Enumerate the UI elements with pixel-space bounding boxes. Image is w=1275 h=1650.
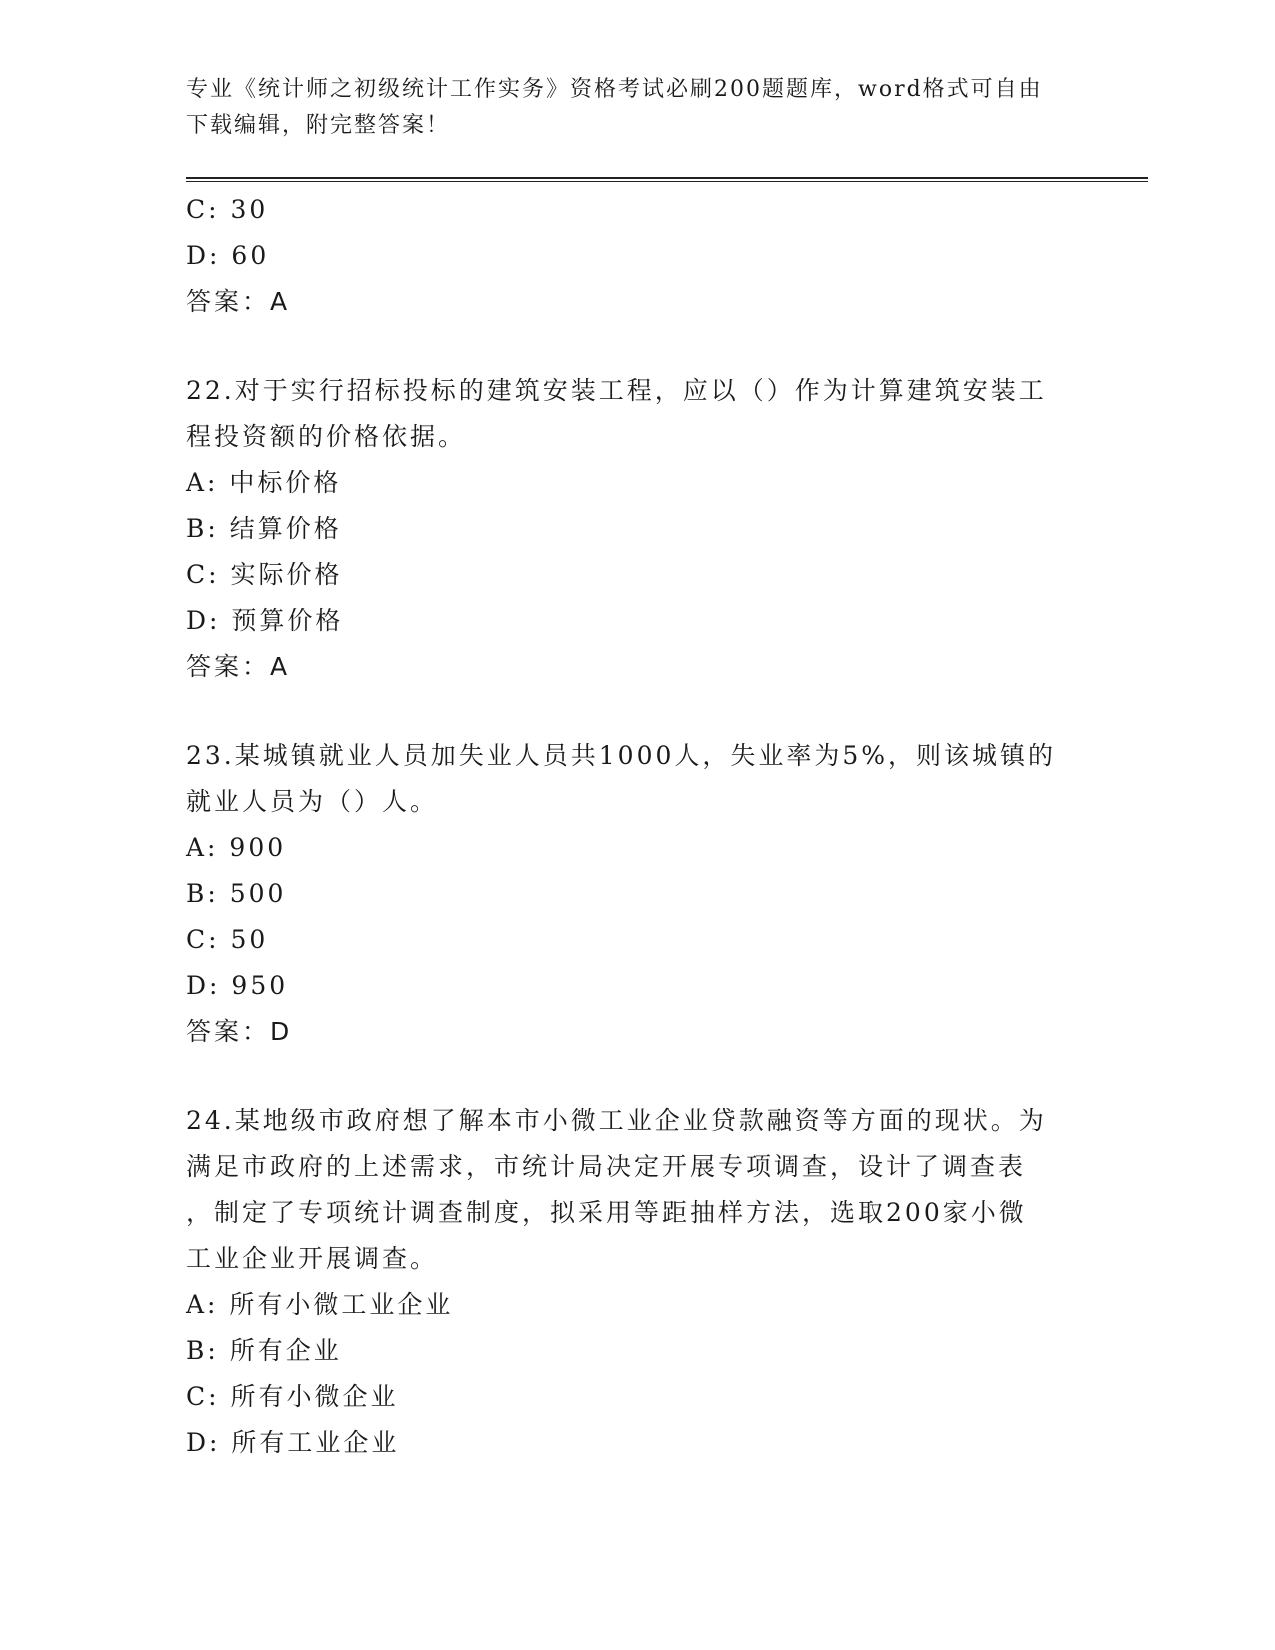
option-a: A: 中标价格 [186,468,342,497]
answer-line: 答案：A [186,287,291,316]
document-header [186,72,1066,144]
header-line-2: 下载编辑，附完整答案！ [186,113,451,138]
question-22 [186,368,1086,690]
option-d: D: 所有工业企业 [186,1428,400,1457]
document-body [186,187,1086,1466]
option-d: D: 950 [186,971,289,1000]
question-21-continued [186,187,1086,325]
option-c: C: 所有小微企业 [186,1382,399,1411]
question-text-line: 23.某城镇就业人员加失业人员共1000人，失业率为5%，则该城镇的 [186,741,1057,770]
option-c: C: 50 [186,925,269,954]
spacer [186,690,1086,733]
option-b: B: 500 [186,879,287,908]
question-24 [186,1098,1086,1466]
option-a: A: 900 [186,833,287,862]
question-text-line: 22.对于实行招标投标的建筑安装工程，应以（）作为计算建筑安装工 [186,376,1047,405]
question-text-line: 满足市政府的上述需求，市统计局决定开展专项调查，设计了调查表 [186,1152,1027,1181]
option-c: C: 30 [186,195,269,224]
header-rule-bottom [186,181,1148,182]
question-text-line: 24.某地级市政府想了解本市小微工业企业贷款融资等方面的现状。为 [186,1106,1047,1135]
header-rule-top [186,177,1148,179]
option-c: C: 实际价格 [186,560,343,589]
header-line-1: 专业《统计师之初级统计工作实务》资格考试必刷200题题库，word格式可自由 [186,77,1043,102]
question-text-line: ，制定了专项统计调查制度，拟采用等距抽样方法，选取200家小微 [186,1198,1027,1227]
question-text-line: 就业人员为（）人。 [186,787,439,816]
question-text-line: 程投资额的价格依据。 [186,422,467,451]
option-d: D: 60 [186,241,270,270]
question-text-line: 工业企业开展调查。 [186,1244,439,1273]
option-b: B: 结算价格 [186,514,342,543]
option-b: B: 所有企业 [186,1336,342,1365]
answer-line: 答案：D [186,1017,293,1046]
option-a: A: 所有小微工业企业 [186,1290,454,1319]
spacer [186,325,1086,368]
answer-line: 答案：A [186,652,291,681]
option-d: D: 预算价格 [186,606,344,635]
question-23 [186,733,1086,1055]
spacer [186,1055,1086,1098]
